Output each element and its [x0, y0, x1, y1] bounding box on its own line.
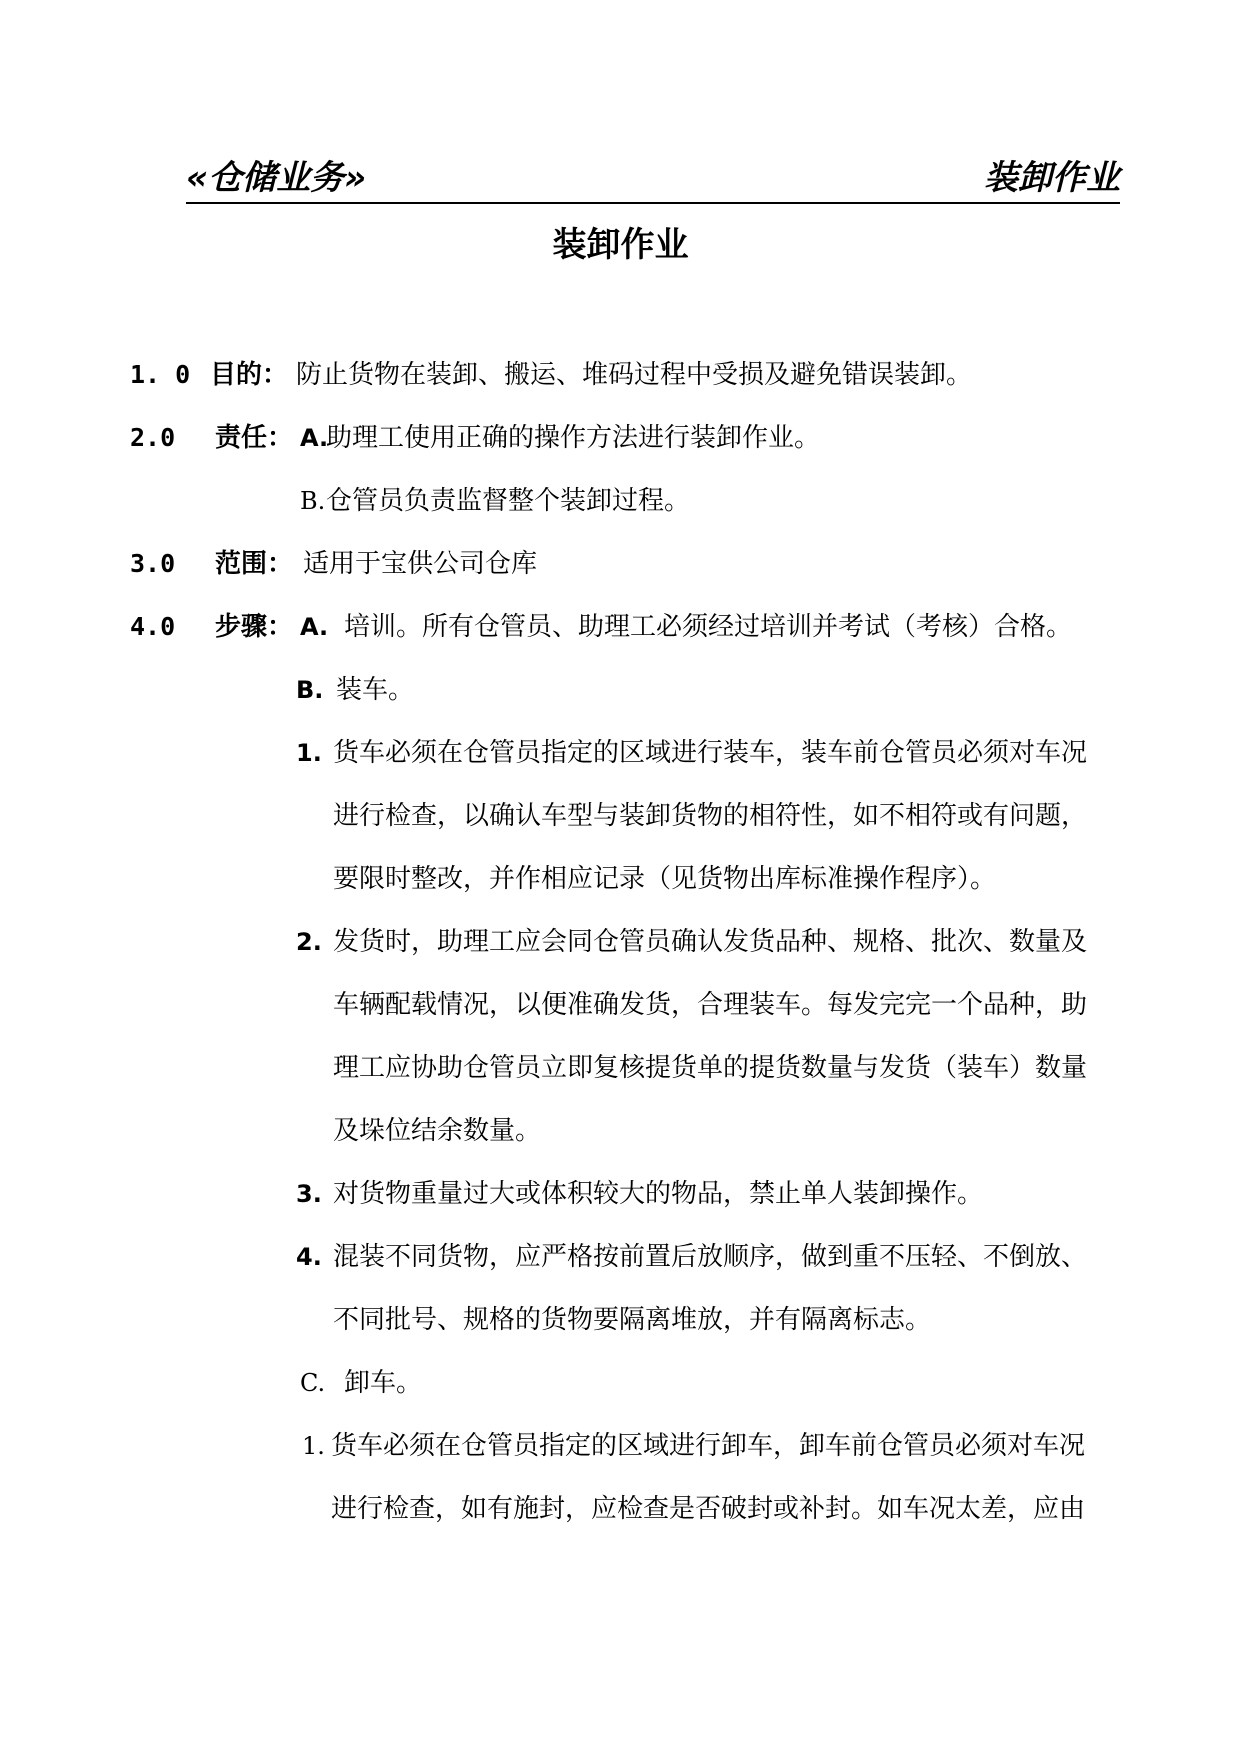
list-item-text: 不同批号、规格的货物要隔离堆放，并有隔离标志。: [333, 1305, 932, 1335]
subsection-title: 装车。: [336, 675, 415, 705]
list-item-text: 发货时，助理工应会同仓管员确认发货品种、规格、批次、数量及: [333, 927, 1088, 957]
item-marker: A.: [300, 613, 329, 641]
section-label: 步骤：: [215, 612, 294, 642]
document-title: 装卸作业: [552, 225, 689, 265]
list-item-text: 要限时整改，并作相应记录（见货物出库标准操作程序）。: [333, 864, 997, 894]
list-item-number: 1.: [302, 1432, 325, 1460]
list-item-text: 进行检查，以确认车型与装卸货物的相符性，如不相符或有问题，: [333, 801, 1088, 831]
section-number: 1. 0: [130, 360, 191, 389]
subsection-marker: C.: [300, 1369, 326, 1397]
subsection-marker: B.: [296, 676, 324, 704]
list-item-number: 3.: [296, 1180, 322, 1208]
section-text: 防止货物在装卸、搬运、堆码过程中受损及避免错误装卸。: [296, 360, 973, 390]
header-right-title: 装卸作业: [984, 158, 1120, 198]
section-number: 3.0: [130, 549, 176, 578]
item-marker: B.: [300, 487, 326, 515]
section-text: 助理工使用正确的操作方法进行装卸作业。: [326, 423, 821, 453]
list-item-text: 理工应协助仓管员立即复核提货单的提货数量与发货（装车）数量: [333, 1053, 1088, 1083]
list-item-text: 混装不同货物，应严格按前置后放顺序，做到重不压轻、不倒放、: [333, 1242, 1088, 1272]
section-number: 2.0: [130, 423, 176, 452]
section-label: 范围：: [215, 549, 294, 579]
section-number: 4.0: [130, 612, 176, 641]
section-text: 适用于宝供公司仓库: [303, 549, 538, 579]
page-header: [186, 158, 1120, 204]
list-item-text: 对货物重量过大或体积较大的物品，禁止单人装卸操作。: [333, 1179, 984, 1209]
header-left-title: «仓储业务»: [186, 158, 367, 198]
section-text: 仓管员负责监督整个装卸过程。: [326, 486, 691, 516]
subsection-title: 卸车。: [344, 1368, 423, 1398]
list-item-text: 进行检查，如有施封，应检查是否破封或补封。如车况太差，应由: [331, 1494, 1086, 1524]
list-item-text: 车辆配载情况，以便准确发货，合理装车。每发完完一个品种，助: [333, 990, 1088, 1020]
list-item-text: 及垛位结余数量。: [333, 1116, 542, 1146]
section-label: 目的：: [210, 360, 289, 390]
item-marker: A.: [300, 424, 329, 452]
list-item-number: 2.: [296, 928, 322, 956]
section-text: 培训。所有仓管员、助理工必须经过培训并考试（考核）合格。: [344, 612, 1073, 642]
section-label: 责任：: [215, 423, 294, 453]
list-item-number: 1.: [296, 739, 322, 767]
list-item-number: 4.: [296, 1243, 322, 1271]
list-item-text: 货车必须在仓管员指定的区域进行装车，装车前仓管员必须对车况: [333, 738, 1088, 768]
list-item-text: 货车必须在仓管员指定的区域进行卸车，卸车前仓管员必须对车况: [331, 1431, 1086, 1461]
